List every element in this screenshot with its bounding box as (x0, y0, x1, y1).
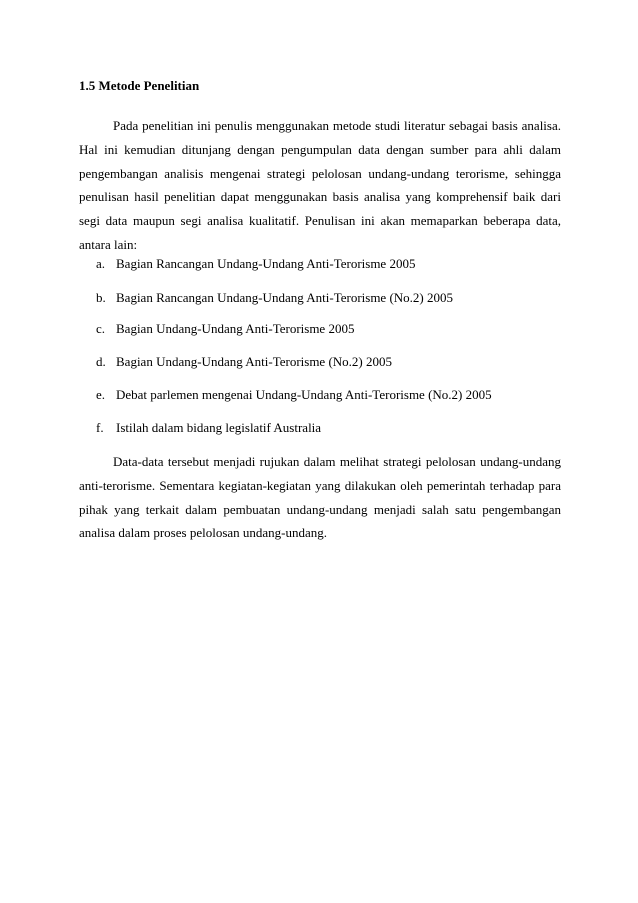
paragraph-conclusion: Data-data tersebut menjadi rujukan dalam melihat strategi pelolosan undang-undang anti-terorisme. Sementara kegiatan-kegiatan yang dilakukan oleh pemerintah terhadap para pihak yang terkait dalam pembuatan undang-undang menjadi salah satu pengembangan analisa dalam proses pelolosan undang-undang. (79, 454, 561, 541)
list-item-text: Bagian Undang-Undang Anti-Terorisme (No.2) 2005 (116, 354, 393, 369)
list-item (96, 420, 321, 436)
list-marker: f. (96, 420, 104, 435)
list-item-text: Debat parlemen mengenai Undang-Undang Anti-Terorisme (No.2) 2005 (116, 387, 492, 402)
paragraph-intro: Pada penelitian ini penulis menggunakan metode studi literatur sebagai basis analisa. Hal ini kemudian ditunjang dengan pengumpulan data dengan sumber para ahli dalam pengembangan analisis mengenai strategi pelolosan undang-undang terorisme, sehingga penulisan hasil penelitian dapat menggunakan basis analisa yang komprehensif baik dari segi data maupun segi analisa kualitatif. Penulisan ini akan memaparkan beberapa data, antara lain: (79, 118, 561, 252)
list-item-text: Istilah dalam bidang legislatif Australia (116, 420, 322, 435)
list-marker: b. (96, 290, 106, 305)
list-item (96, 354, 392, 370)
list-item-text: Bagian Undang-Undang Anti-Terorisme 2005 (116, 321, 355, 336)
list-marker: d. (96, 354, 106, 369)
list-item-text: Bagian Rancangan Undang-Undang Anti-Terorisme 2005 (116, 256, 416, 271)
section-heading: 1.5 Metode Penelitian (79, 78, 200, 93)
list-item (96, 256, 415, 272)
list-item-text: Bagian Rancangan Undang-Undang Anti-Terorisme (No.2) 2005 (116, 290, 454, 305)
list-item (96, 290, 453, 306)
list-marker: a. (96, 256, 106, 271)
list-item (96, 387, 492, 403)
list-marker: c. (96, 321, 106, 336)
list-marker: e. (96, 387, 106, 402)
list-item (96, 321, 354, 337)
